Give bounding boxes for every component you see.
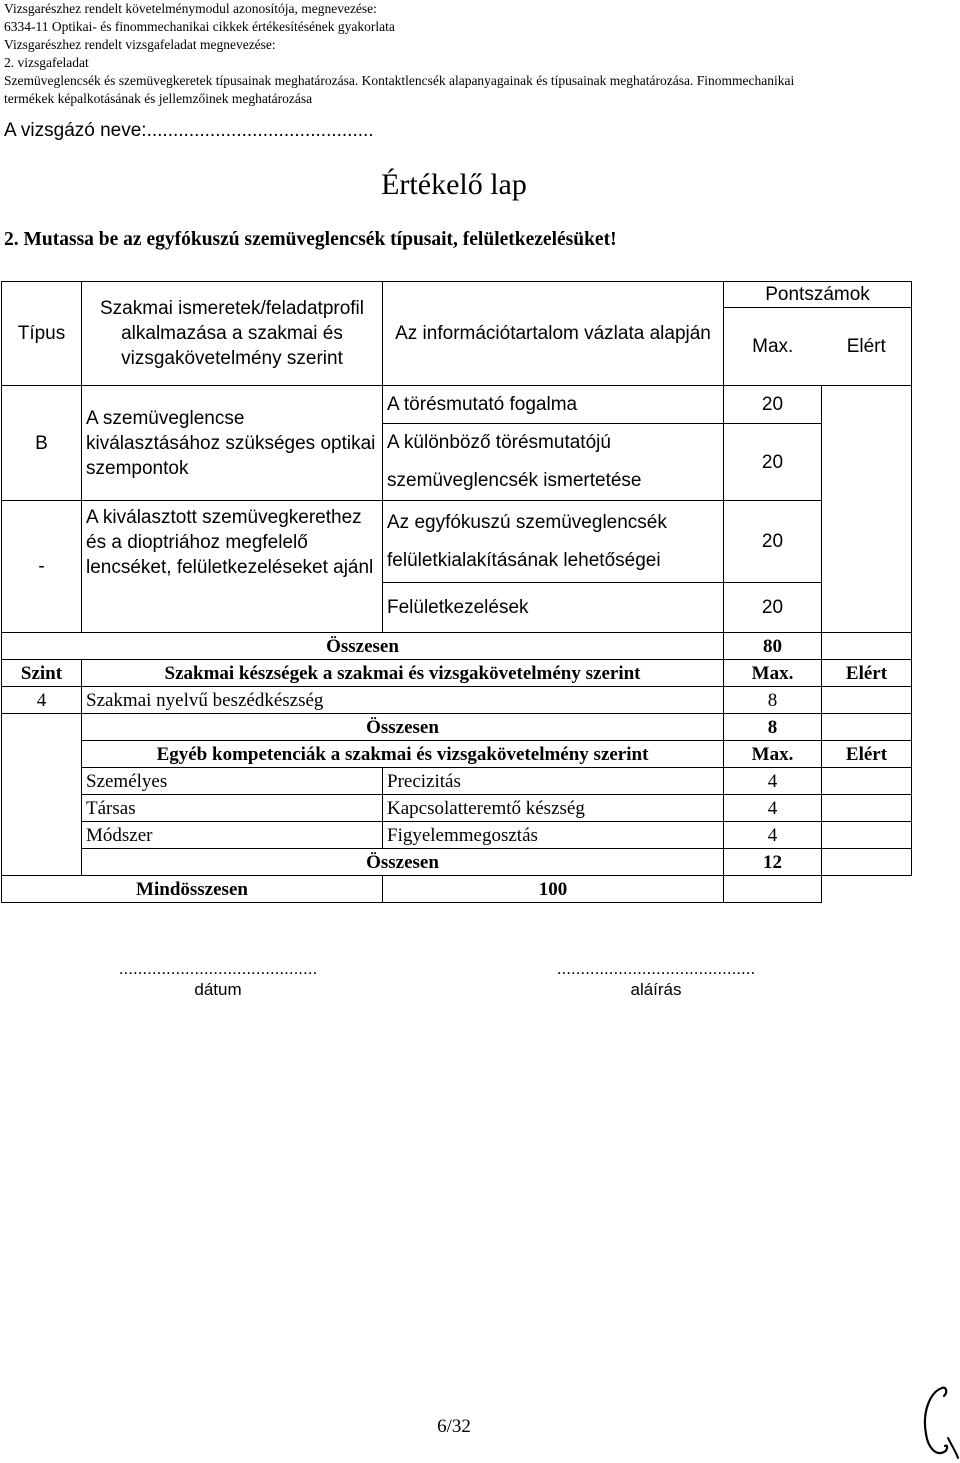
info-item: A törésmutató fogalma — [383, 386, 724, 424]
sum-achieved — [822, 849, 912, 876]
type-cell: B — [2, 386, 82, 501]
table-row — [2, 795, 912, 822]
evaluation-table — [1, 281, 912, 903]
competence-max: 4 — [724, 768, 822, 795]
sum-row — [2, 714, 912, 741]
module-name: 6334-11 Optikai- és finommechanikai cikkek értékesítésének gyakorlata — [4, 19, 395, 34]
competence-max: 4 — [724, 822, 822, 849]
competence-name: Kapcsolatteremtő készség — [383, 795, 724, 822]
page-title: Értékelő lap — [381, 168, 527, 201]
signature-line: .......................................... — [556, 959, 756, 978]
module-id-label: Vizsgarészhez rendelt követelménymodul azonosítója, megnevezése: — [4, 1, 377, 16]
profile-cell: A szemüveglencse kiválasztásához szükséges optikai szempontok — [82, 386, 383, 501]
achieved-header: Elért — [822, 308, 912, 386]
sum-label: Összesen — [82, 849, 724, 876]
table-row — [2, 822, 912, 849]
task-id-label: Vizsgarészhez rendelt vizsgafeladat megnevezése: — [4, 37, 276, 52]
task-description-line1: Szemüveglencsék és szemüvegkeretek típusainak meghatározása. Kontaktlencsék alapanyagainak és típusainak meghatározása. Finommechanikai — [4, 73, 795, 88]
signature-label: aláírás — [630, 980, 682, 999]
sum-value: 80 — [724, 633, 822, 660]
task-description-line2: termékek képalkotásának és jellemzőinek meghatározása — [4, 91, 313, 106]
info-header: Az információtartalom vázlata alapján — [383, 282, 724, 386]
competence-category: Társas — [82, 795, 383, 822]
max-header: Max. — [724, 308, 822, 386]
table-row — [2, 501, 912, 583]
sum-row — [2, 849, 912, 876]
grand-total-row — [2, 876, 912, 903]
competences-header-row — [2, 741, 912, 768]
grand-total-label: Mindösszesen — [2, 876, 383, 903]
task-number: 2. vizsgafeladat — [4, 55, 89, 70]
grand-total-value: 100 — [383, 876, 724, 903]
page-number: 6/32 — [437, 1416, 471, 1437]
sum-achieved — [822, 633, 912, 660]
competences-header: Egyéb kompetenciák a szakmai és vizsgakövetelmény szerint — [82, 741, 724, 768]
skill-max: 8 — [724, 687, 822, 714]
sum-row — [2, 633, 912, 660]
competence-name: Figyelemmegosztás — [383, 822, 724, 849]
competence-achieved — [822, 822, 912, 849]
empty-level-cell — [2, 714, 82, 876]
competence-name: Precizitás — [383, 768, 724, 795]
skills-max-header: Max. — [724, 660, 822, 687]
skills-header-row — [2, 660, 912, 687]
level-header: Szint — [2, 660, 82, 687]
skills-achieved-header: Elért — [822, 660, 912, 687]
competence-achieved — [822, 768, 912, 795]
info-item: A különböző törésmutatójú szemüveglencsék ismertetése — [383, 424, 724, 501]
sum-value: 8 — [724, 714, 822, 741]
table-header-row — [2, 282, 912, 308]
sum-label: Összesen — [2, 633, 724, 660]
achieved-points-cell — [822, 386, 912, 633]
sum-label: Összesen — [82, 714, 724, 741]
max-points-cell: 20 — [724, 583, 822, 633]
competence-achieved — [822, 795, 912, 822]
profile-header: Szakmai ismeretek/feladatprofil alkalmazása a szakmai és vizsgakövetelmény szerint — [82, 282, 383, 386]
skills-header: Szakmai készségek a szakmai és vizsgakövetelmény szerint — [82, 660, 724, 687]
date-label: dátum — [194, 980, 242, 999]
skill-name: Szakmai nyelvű beszédkészség — [82, 687, 724, 714]
competences-achieved-header: Elért — [822, 741, 912, 768]
sum-achieved — [822, 714, 912, 741]
points-header: Pontszámok — [724, 282, 912, 308]
handwritten-initial-icon — [912, 1382, 960, 1462]
date-field — [86, 958, 350, 1000]
competence-category: Személyes — [82, 768, 383, 795]
skill-achieved — [822, 687, 912, 714]
max-points-cell: 20 — [724, 501, 822, 583]
competence-category: Módszer — [82, 822, 383, 849]
table-row — [2, 687, 912, 714]
competences-max-header: Max. — [724, 741, 822, 768]
skill-level: 4 — [2, 687, 82, 714]
type-cell: - — [2, 501, 82, 633]
examinee-name-field: A vizsgázó neve:........................................... — [4, 120, 374, 141]
info-item: Felületkezelések — [383, 583, 724, 633]
max-points-cell: 20 — [724, 424, 822, 501]
task-question: 2. Mutassa be az egyfókuszú szemüveglencsék típusait, felületkezelésüket! — [4, 229, 617, 250]
sum-value: 12 — [724, 849, 822, 876]
table-row — [2, 386, 912, 424]
grand-total-achieved — [724, 876, 822, 903]
table-row — [2, 768, 912, 795]
signature-field — [524, 958, 788, 1000]
type-header: Típus — [2, 282, 82, 386]
competence-max: 4 — [724, 795, 822, 822]
date-line: .......................................... — [118, 959, 318, 978]
max-points-cell: 20 — [724, 386, 822, 424]
profile-cell: A kiválasztott szemüvegkerethez és a dioptriához megfelelő lencséket, felületkezeléseket ajánl — [82, 501, 383, 633]
info-item: Az egyfókuszú szemüveglencsék felületkialakításának lehetőségei — [383, 501, 724, 583]
